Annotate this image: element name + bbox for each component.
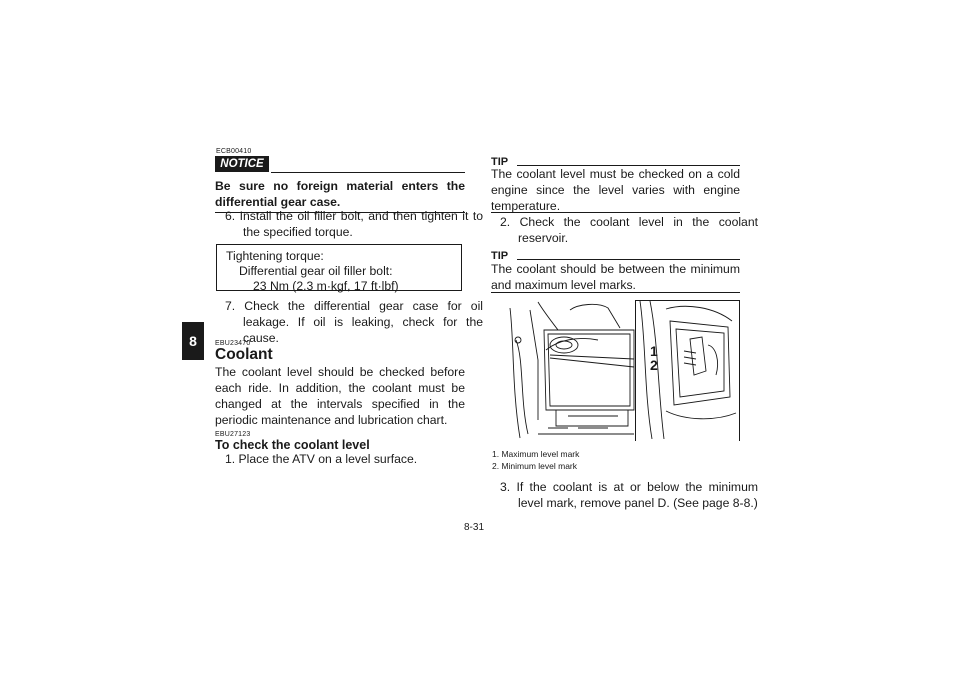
check-heading: To check the coolant level — [215, 438, 370, 452]
step-3: 3. If the coolant is at or below the minimum level mark, remove panel D. (See page 8-8.) — [500, 480, 758, 510]
coolant-reservoir-illustration — [508, 300, 740, 441]
step-2: 2. Check the coolant level in the coolant reservoir. — [500, 215, 758, 245]
coolant-description: The coolant level should be checked before each ride. In addition, the coolant must be changed at the intervals specified in the periodic maintenance and lubrication chart. — [215, 365, 465, 427]
tip-1-bottom-rule — [491, 212, 740, 213]
notice-badge: NOTICE — [215, 156, 269, 172]
tip-2-label: TIP — [491, 250, 509, 262]
notice-text: Be sure no foreign material enters the differential gear case. — [215, 179, 465, 209]
chapter-tab: 8 — [182, 322, 204, 360]
check-code: EBU27123 — [215, 431, 251, 438]
tip-2-rule — [517, 259, 740, 260]
torque-spec-box — [216, 244, 462, 291]
step-6: 6. Install the oil filler bolt, and then tighten it to the specified torque. — [225, 209, 483, 239]
tip-2-text: The coolant should be between the minimum and maximum level marks. — [491, 262, 740, 292]
tip-1-text: The coolant level must be checked on a cold engine since the level varies with engine temperature. — [491, 167, 740, 213]
detail-inset — [635, 300, 740, 441]
callout-1: 1 — [650, 343, 658, 359]
legend-2: 2. Minimum level mark — [492, 461, 578, 471]
tip-1-label: TIP — [491, 156, 509, 168]
tip-2-bottom-rule — [491, 292, 740, 293]
callout-2: 2 — [650, 357, 658, 373]
notice-code: ECB00410 — [216, 148, 252, 155]
step-7: 7. Check the differential gear case for oil leakage. If oil is leaking, check for the cause. — [225, 299, 483, 345]
legend-1: 1. Maximum level mark — [492, 449, 580, 459]
notice-header — [215, 156, 465, 174]
torque-title: Tightening torque: — [226, 249, 324, 263]
step-1: 1. Place the ATV on a level surface. — [225, 452, 418, 466]
coolant-code: EBU23470 — [215, 340, 251, 347]
notice-rule — [271, 172, 465, 173]
page-number: 8-31 — [464, 522, 485, 533]
torque-value: 23 Nm (2.3 m·kgf, 17 ft·lbf) — [253, 279, 399, 293]
torque-item: Differential gear oil filler bolt: — [239, 264, 393, 278]
coolant-heading: Coolant — [215, 346, 273, 363]
